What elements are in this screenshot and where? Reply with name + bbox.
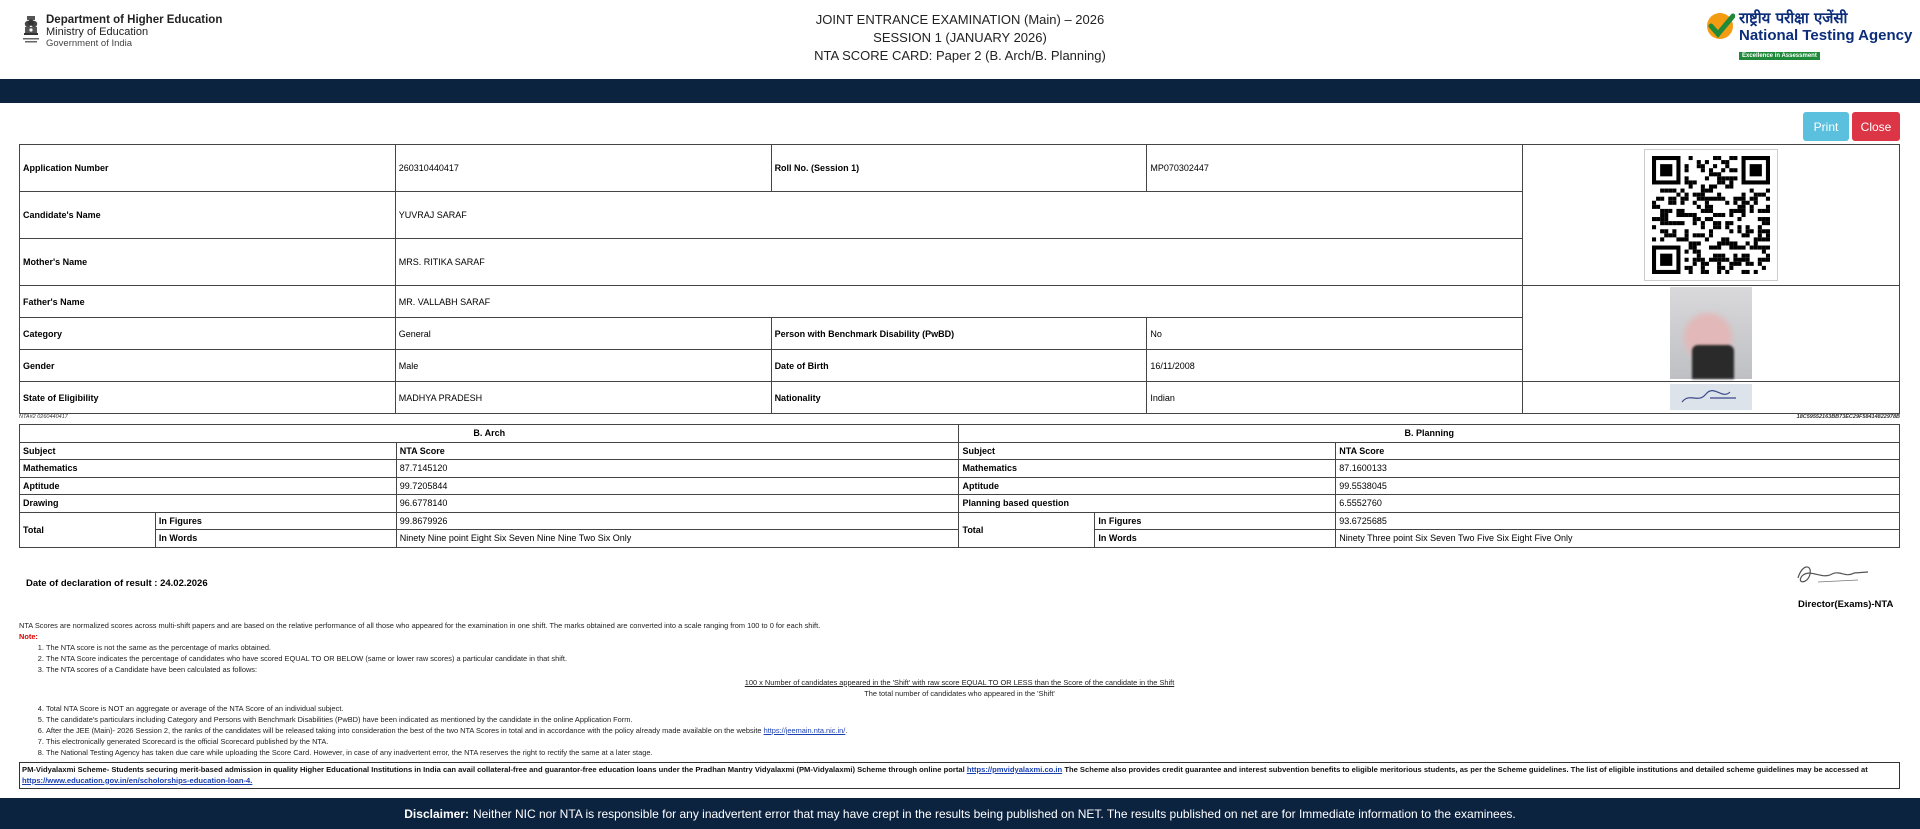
- pmvidyalaxmi-link[interactable]: https://pmvidyalaxmi.co.in: [966, 765, 1063, 774]
- bplanning-score: 99.5538045: [1336, 477, 1900, 495]
- note-item: 2. The NTA Score indicates the percentage of candidates who have scored EQUAL TO OR BELOW (same or lower raw scores) a particular candidate in that shift.: [46, 653, 1900, 664]
- ministry-logo-block: [20, 14, 222, 50]
- pm-vidyalaxmi-box: [19, 762, 1900, 789]
- bplanning-subject: Mathematics: [959, 460, 1336, 478]
- barch-total-label: Total: [20, 512, 156, 547]
- barch-subject: Mathematics: [20, 460, 397, 478]
- qr-code: [1644, 149, 1778, 281]
- roll-no-label: Roll No. (Session 1): [771, 145, 1147, 192]
- barch-total-figures: 99.8679926: [396, 512, 959, 530]
- candidate-info-table: [19, 144, 1900, 414]
- disclaimer-label: Disclaimer:: [404, 806, 469, 821]
- mother-name-value: MRS. RITIKA SARAF: [395, 239, 1522, 286]
- close-button[interactable]: Close: [1852, 112, 1900, 141]
- nta-check-logo-icon: [1705, 10, 1735, 42]
- bplanning-words-label: In Words: [1095, 530, 1336, 548]
- score-table: [19, 424, 1900, 548]
- pm-scheme-text: PM-Vidyalaxmi Scheme- Students securing merit-based admission in quality Higher Educational Institutions in India can avail collateral-free and guarantor-free education loans under the Pradhan Mantry Vidyalaxmi (PM-Vidyalaxmi) Scheme through online portal: [22, 765, 965, 774]
- disclaimer-text: Neither NIC nor NTA is responsible for any inadvertent error that may have crept in the results being published on NET. The results published on net are for Immediate information to the examinees.: [472, 806, 1516, 821]
- father-name-value: MR. VALLABH SARAF: [395, 286, 1522, 318]
- roll-no-value: MP070302447: [1147, 145, 1523, 192]
- barch-total-words: Ninety Nine point Eight Six Seven Nine Nine Two Six Only: [396, 530, 959, 548]
- national-emblem-icon: [20, 14, 42, 46]
- note-item: 6. After the JEE (Main)- 2026 Session 2, the ranks of the candidates will be released taking into consideration the best of the two NTA Scores in total and in accordance with the policy already made available on the website https://jeemain.nta.nic.in/.: [46, 725, 1900, 736]
- bplanning-figures-label: In Figures: [1095, 512, 1336, 530]
- education-gov-link[interactable]: https://www.education.gov.in/en/scholorships-education-loan-4.: [22, 775, 253, 785]
- table-row: [20, 495, 1900, 513]
- bplanning-subject-header: Subject: [959, 442, 1336, 460]
- disclaimer-footer: [0, 798, 1920, 829]
- pm-scheme-text-2: The Scheme also provides credit guarantee and interest subvention benefits to eligible meritorious students, as per the Scheme guidelines. The list of eligible institutions and detailed scheme guidelines may be accessed at: [1064, 765, 1868, 774]
- session-title: SESSION 1 (JANUARY 2026): [873, 30, 1047, 45]
- header-band: [0, 79, 1920, 103]
- jeemain-link[interactable]: https://jeemain.nta.nic.in/: [763, 726, 846, 735]
- candidate-name-value: YUVRAJ SARAF: [395, 192, 1522, 239]
- note-item: 5. The candidate's particulars including Category and Persons with Benchmark Disabilities (PwBD) have been indicated as mentioned by the candidate in the online Application Form.: [46, 714, 1900, 725]
- bplanning-score: 87.1600133: [1336, 460, 1900, 478]
- bplanning-total-words: Ninety Three point Six Seven Two Five Six Eight Five Only: [1336, 530, 1900, 548]
- barch-subject: Drawing: [20, 495, 397, 513]
- nationality-label: Nationality: [771, 382, 1147, 414]
- nationality-value: Indian: [1147, 382, 1523, 414]
- page-header: [0, 0, 1920, 79]
- bplanning-total-label: Total: [959, 512, 1095, 547]
- document-code-left: NTA#2 0260440417: [19, 414, 68, 420]
- note-item: 1. The NTA score is not the same as the percentage of marks obtained.: [46, 642, 1900, 653]
- director-signature-icon: [1788, 558, 1878, 592]
- barch-score: 87.7145120: [396, 460, 959, 478]
- formula-denominator: The total number of candidates who appeared in the 'Shift': [864, 689, 1055, 698]
- qr-cell: [1523, 145, 1900, 286]
- barch-score: 99.7205844: [396, 477, 959, 495]
- photo-cell: [1523, 286, 1900, 382]
- note-item: 7. This electronically generated Scorecard is the official Scorecard published by the NTA.: [46, 736, 1900, 747]
- exam-title: JOINT ENTRANCE EXAMINATION (Main) – 2026: [815, 12, 1105, 27]
- paper-title: NTA SCORE CARD: Paper 2 (B. Arch/B. Planning): [814, 48, 1106, 63]
- nta-english-name: National Testing Agency: [1739, 27, 1913, 44]
- state-value: MADHYA PRADESH: [395, 382, 771, 414]
- notes-intro: NTA Scores are normalized scores across multi-shift papers and are based on the relative performance of all those who appeared for the examination in one shift. The marks obtained are converted into a scale ranging from 100 to 0 for each shift.: [19, 621, 821, 630]
- note-item: 4. Total NTA Score is NOT an aggregate or average of the NTA Score of an individual subject.: [46, 703, 1900, 714]
- bplanning-heading: B. Planning: [959, 425, 1900, 443]
- dob-label: Date of Birth: [771, 350, 1147, 382]
- note-label: Note:: [19, 632, 38, 641]
- barch-figures-label: In Figures: [155, 512, 396, 530]
- gender-value: Male: [395, 350, 771, 382]
- ministry-name: Ministry of Education: [46, 26, 149, 38]
- bplanning-score-header: NTA Score: [1336, 442, 1900, 460]
- bplanning-subject: Aptitude: [959, 477, 1336, 495]
- department-name: Department of Higher Education: [46, 14, 223, 26]
- barch-subject: Aptitude: [20, 477, 397, 495]
- candidate-photo: [1670, 287, 1752, 379]
- document-hash-right: 18C59552163BB73EC29F58414822978B: [1796, 414, 1900, 420]
- qr-code-icon: [1651, 156, 1771, 274]
- nta-hindi-name: राष्ट्रीय परीक्षा एजेंसी: [1739, 9, 1848, 27]
- barch-words-label: In Words: [155, 530, 396, 548]
- pwbd-value: No: [1147, 318, 1523, 350]
- candidate-signature: [1670, 384, 1752, 410]
- print-button[interactable]: Print: [1803, 112, 1849, 141]
- category-value: General: [395, 318, 771, 350]
- note-item-text: After the JEE (Main)- 2026 Session 2, the ranks of the candidates will be released taking into consideration the best of the two NTA Scores in total and in accordance with the policy already made available on the website: [46, 726, 762, 735]
- barch-subject-header: Subject: [20, 442, 397, 460]
- barch-score-header: NTA Score: [396, 442, 959, 460]
- application-number-label: Application Number: [20, 145, 396, 192]
- candidate-name-label: Candidate's Name: [20, 192, 396, 239]
- formula-numerator: 100 x Number of candidates appeared in the 'Shift' with raw score EQUAL TO OR LESS than the Score of the candidate in the Shift: [744, 678, 1175, 687]
- bplanning-subject: Planning based question: [959, 495, 1336, 513]
- category-label: Category: [20, 318, 396, 350]
- notes-section: [19, 620, 1900, 758]
- gender-label: Gender: [20, 350, 396, 382]
- table-row: [20, 460, 1900, 478]
- nta-logo-block: [1705, 10, 1912, 62]
- note-item: 8. The National Testing Agency has taken due care while uploading the Score Card. However, in case of any inadvertent error, the NTA reserves the right to rectify the same at a later stage.: [46, 747, 1900, 758]
- nta-tagline: Excellence in Assessment: [1739, 52, 1820, 60]
- father-name-label: Father's Name: [20, 286, 396, 318]
- nta-score-formula: [19, 677, 1900, 699]
- bplanning-score: 6.5552760: [1336, 495, 1900, 513]
- barch-heading: B. Arch: [20, 425, 959, 443]
- scorecard-title: [660, 11, 1260, 65]
- application-number-value: 260310440417: [395, 145, 771, 192]
- declaration-date: Date of declaration of result : 24.02.2026: [26, 578, 208, 589]
- bplanning-total-figures: 93.6725685: [1336, 512, 1900, 530]
- table-row: [20, 477, 1900, 495]
- barch-score: 96.6778140: [396, 495, 959, 513]
- dob-value: 16/11/2008: [1147, 350, 1523, 382]
- note-item: 3. The NTA scores of a Candidate have been calculated as follows:: [46, 664, 1900, 675]
- government-name: Government of India: [46, 38, 133, 49]
- signature-cell: [1523, 382, 1900, 414]
- mother-name-label: Mother's Name: [20, 239, 396, 286]
- pwbd-label: Person with Benchmark Disability (PwBD): [771, 318, 1147, 350]
- director-title: Director(Exams)-NTA: [1798, 599, 1894, 610]
- state-label: State of Eligibility: [20, 382, 396, 414]
